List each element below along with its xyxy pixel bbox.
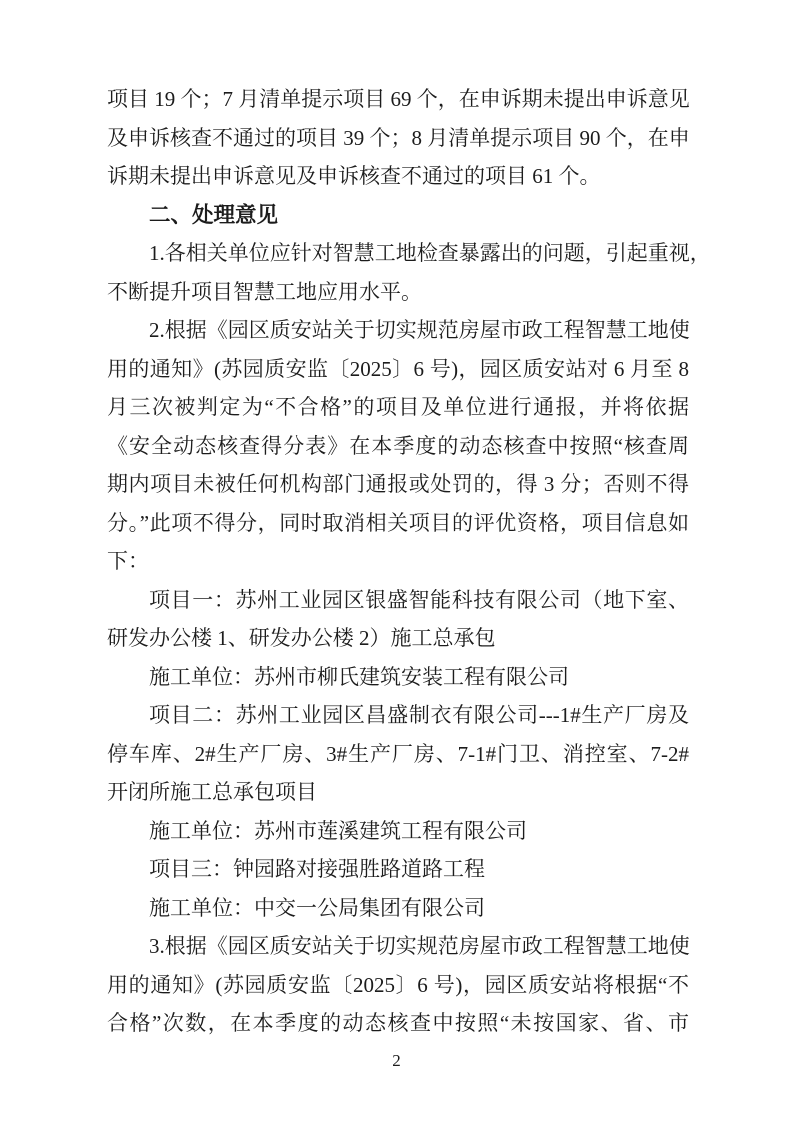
paragraph-line: 开闭所施工总承包项目: [107, 780, 317, 804]
paragraph-line: 施工单位：苏州市柳氏建筑安装工程有限公司: [149, 664, 569, 689]
paragraph-line: 下：: [107, 549, 149, 573]
paragraph-line: 项目三：钟园路对接强胜路道路工程: [149, 857, 485, 881]
paragraph-line: 2.根据《园区质安站关于切实规范房屋市政工程智慧工地使: [149, 318, 690, 342]
paragraph-line: 用的通知》(苏园质安监〔2025〕6 号)，园区质安站将根据“不: [107, 972, 689, 997]
paragraph-line: 项目 19 个；7 月清单提示项目 69 个，在申诉期未提出申诉意见: [107, 87, 690, 111]
paragraph-contractor-2: [107, 812, 689, 851]
paragraph-line: 项目一：苏州工业园区银盛智能科技有限公司（地下室、: [149, 587, 689, 612]
paragraph-project-1: [107, 581, 689, 658]
paragraph-item-1: [107, 234, 711, 311]
paragraph-line: 《安全动态核查得分表》在本季度的动态核查中按照“核查周: [107, 433, 689, 458]
paragraph-line: 诉期未提出申诉意见及申诉核查不通过的项目 61 个。: [107, 164, 601, 188]
paragraph-line: 施工单位：苏州市莲溪建筑工程有限公司: [149, 818, 527, 843]
paragraph-line: 研发办公楼 1、研发办公楼 2）施工总承包: [107, 626, 496, 650]
paragraph-line: 停车库、2#生产厂房、3#生产厂房、7-1#门卫、消控室、7-2#: [107, 741, 689, 766]
paragraph-line: 合格”次数，在本季度的动态核查中按照“未按国家、省、市: [107, 1011, 689, 1035]
page-footer: [0, 1048, 793, 1074]
paragraph-line: 用的通知》(苏园质安监〔2025〕6 号)，园区质安站对 6 月至 8: [107, 356, 689, 381]
paragraph-item-2: [107, 311, 689, 581]
section-heading: [107, 196, 689, 235]
section-heading-text: 二、处理意见: [149, 202, 279, 227]
paragraph-project-3: [107, 850, 689, 889]
paragraph-line: 及申诉核查不通过的项目 39 个；8 月清单提示项目 90 个，在申: [107, 125, 690, 150]
paragraph-line: 月三次被判定为“不合格”的项目及单位进行通报，并将依据: [107, 395, 689, 419]
paragraph-line: 项目二：苏州工业园区昌盛制衣有限公司---1#生产厂房及: [149, 703, 689, 727]
page-number: 2: [392, 1051, 401, 1070]
paragraph-contractor-3: [107, 889, 689, 928]
paragraph-line: 分。”此项不得分，同时取消相关项目的评优资格，项目信息如: [107, 510, 689, 535]
paragraph-project-2: [107, 696, 689, 812]
paragraph-line: 施工单位：中交一公局集团有限公司: [149, 895, 485, 920]
paragraph-line: 不断提升项目智慧工地应用水平。: [107, 279, 422, 304]
paragraph-line: 期内项目未被任何机构部门通报或处罚的，得 3 分；否则不得: [107, 472, 689, 496]
paragraph-continuation: [107, 80, 689, 196]
paragraph-item-3: [107, 927, 689, 1043]
paragraph-line: 3.根据《园区质安站关于切实规范房屋市政工程智慧工地使: [149, 934, 690, 958]
paragraph-contractor-1: [107, 658, 689, 697]
paragraph-line: 1.各相关单位应针对智慧工地检查暴露出的问题，引起重视，: [149, 241, 711, 265]
document-body: [107, 80, 711, 1043]
